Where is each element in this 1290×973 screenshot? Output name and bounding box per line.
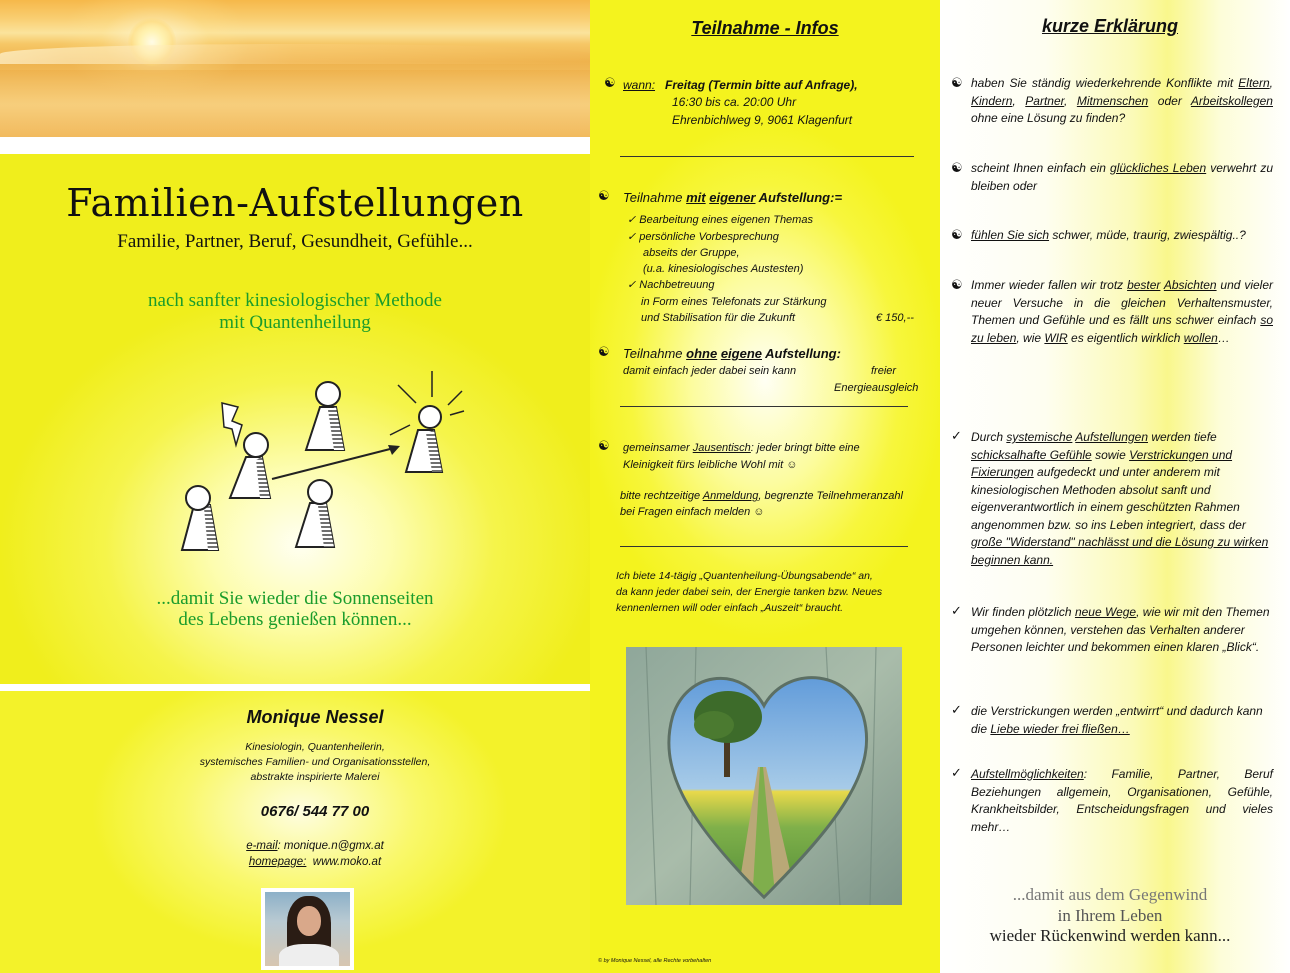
yin-yang-icon: ☯ <box>951 76 963 91</box>
copyright: © by Monique Nessel, alle Rechte vorbehalten <box>598 958 712 964</box>
practice-text: Ich biete 14-tägig „Quantenheilung-Übungsabende“ an, da kann jeder dabei sein, der Energie tanken bzw. Neues kennenlernen will oder einfach „Auszeit“ braucht. <box>616 570 883 614</box>
homepage-link[interactable]: www.moko.at <box>312 856 382 868</box>
check-icon: ✓ <box>951 604 962 619</box>
divider <box>620 546 908 547</box>
divider <box>620 156 914 157</box>
slogan-line: ...damit Sie wieder die Sonnenseiten <box>156 588 434 609</box>
method-text <box>0 290 590 334</box>
slogan-line: des Lebens genießen können... <box>178 609 412 630</box>
homepage-label: homepage: <box>248 856 307 868</box>
when-label: wann: <box>623 78 656 92</box>
method-line: nach sanfter kinesiologischer Methode <box>148 290 442 311</box>
without-price: freier <box>871 365 897 377</box>
explanation-paragraph: scheint Ihnen einfach ein glückliches Leben verwehrt zu bleiben oder <box>971 161 1273 193</box>
closing-line: in Ihrem Leben <box>1057 905 1163 925</box>
divider <box>0 137 590 154</box>
with-price: € 150,-- <box>876 312 914 324</box>
contact-roles <box>0 740 590 785</box>
when-place: Ehrenbichlweg 9, 9061 Klagenfurt <box>672 113 853 127</box>
yin-yang-icon: ☯ <box>598 439 610 454</box>
info-panel <box>590 0 940 973</box>
pawn-figure-icon <box>306 382 344 450</box>
yin-yang-icon: ☯ <box>951 228 963 243</box>
snack-text: Kleinigkeit fürs leibliche Wohl mit ☺ <box>623 459 798 471</box>
register-text: bitte rechtzeitige Anmeldung, begrenzte Teilnehmeranzahl <box>620 490 903 502</box>
explanation-paragraph: fühlen Sie sich schwer, müde, traurig, zwiespältig..? <box>971 228 1246 242</box>
role-line: Kinesiologin, Quantenheilerin, <box>245 741 385 753</box>
without-text: damit einfach jeder dabei sein kann <box>623 365 797 377</box>
email-label: e-mail <box>246 840 278 852</box>
pawn-figure-icon <box>296 480 334 547</box>
dune-shadow <box>0 70 590 137</box>
sunset-photo <box>0 0 590 137</box>
role-line: abstrakte inspirierte Malerei <box>250 771 380 783</box>
dune-highlight <box>0 44 590 64</box>
lightning-icon <box>222 403 242 445</box>
closing-line: ...damit aus dem Gegenwind <box>1012 885 1208 904</box>
pawn-figure-icon <box>406 406 442 472</box>
with-item: ✓ Bearbeitung eines eigenen Themas <box>627 214 813 226</box>
closing-text <box>940 885 1280 947</box>
explanation-paragraph: Aufstellmöglichkeiten: Familie, Partner, Beruf Beziehungen allgemein, Organisationen, Gefühle, Krankheitsbilder, Entscheidungsfragen und vieles mehr… <box>971 767 1273 834</box>
contact-name: Monique Nessel <box>246 707 384 727</box>
explanation-paragraph: die Verstrickungen werden „entwirrt“ und dadurch kann die Liebe wieder frei fließen… <box>971 704 1263 736</box>
explanation-paragraph: Immer wieder fallen wir trotz bester Absichten und vieler neuer Versuche in die gleichen Verhaltensmuster, Themen und Gefühle und es fällt uns schwer einfach so zu leben, wie WIR es eigentlich wirklich wollen… <box>971 278 1274 345</box>
yin-yang-icon: ☯ <box>951 161 963 176</box>
check-icon: ✓ <box>951 429 962 444</box>
explanation-paragraph: Durch systemische Aufstellungen werden tiefe schicksalhafte Gefühle sowie Verstrickungen und Fixierungen aufgedeckt und unter anderem mit kinesiologischen Methoden absolut sanft und eigenverantwortlich in einem geschützten Rahmen angenommen bzw. so ins Leben integriert, dass der große "Widerstand" nachlässt und die Lösung zu wirken beginnen kann. <box>971 430 1269 567</box>
yin-yang-icon: ☯ <box>951 278 963 293</box>
with-item: ✓ Nachbetreuung <box>627 279 715 291</box>
check-icon: ✓ <box>951 703 962 718</box>
explanation-paragraph: haben Sie ständig wiederkehrende Konflikte mit Eltern, Kindern, Partner, Mitmenschen oder Arbeitskollegen ohne eine Lösung zu finden? <box>971 76 1273 125</box>
without-price: Energieausgleich <box>834 382 919 394</box>
flyer-subtitle: Familie, Partner, Beruf, Gesundheit, Gefühle... <box>117 231 473 252</box>
yin-yang-icon: ☯ <box>604 76 616 91</box>
yin-yang-icon: ☯ <box>598 189 610 204</box>
explanation-paragraph: Wir finden plötzlich neue Wege, wie wir mit den Themen umgehen können, verstehen das Verhalten anderer Personen leichter und bekommen einen klaren „Blick“. <box>971 605 1270 654</box>
homepage-line <box>0 856 590 868</box>
divider <box>0 684 590 691</box>
slogan-text <box>0 588 590 630</box>
email-link[interactable]: monique.n@gmx.at <box>283 840 384 852</box>
with-item: (u.a. kinesiologisches Austesten) <box>643 263 804 275</box>
method-line: mit Quantenheilung <box>219 312 371 333</box>
check-icon: ✓ <box>951 766 962 781</box>
when-time: 16:30 bis ca. 20:00 Uhr <box>672 95 797 109</box>
explanation-title: kurze Erklärung <box>1041 16 1179 36</box>
constellation-figures-illustration <box>160 365 480 560</box>
with-item: ✓ persönliche Vorbesprechung <box>627 231 779 243</box>
with-item: und Stabilisation für die Zukunft <box>641 312 796 324</box>
role-line: systemisches Familien- und Organisationsstellen, <box>199 756 431 768</box>
snack-text: gemeinsamer Jausentisch: jeder bringt bitte eine <box>623 442 860 454</box>
closing-line: wieder Rückenwind werden kann... <box>989 926 1231 945</box>
divider <box>620 406 908 407</box>
flyer-title: Familien-Aufstellungen <box>66 181 524 225</box>
info-title: Teilnahme - Infos <box>691 18 839 38</box>
without-heading: Teilnahme ohne eigene Aufstellung: <box>623 346 841 361</box>
pawn-figure-icon <box>182 486 218 550</box>
email-line: e-mail: monique.n@gmx.at <box>246 840 384 852</box>
with-heading: Teilnahme mit eigener Aufstellung:= <box>623 190 843 205</box>
explanation-panel <box>940 0 1290 973</box>
when-day: Freitag <box>665 78 706 92</box>
when-note: (Termin bitte auf Anfrage), <box>708 78 858 92</box>
portrait-photo <box>261 888 354 970</box>
heart-window-photo <box>626 647 902 905</box>
when-block <box>623 77 858 94</box>
yin-yang-icon: ☯ <box>598 345 610 360</box>
contact-phone: 0676/ 544 77 00 <box>260 803 370 820</box>
register-text: bei Fragen einfach melden ☺ <box>620 506 765 518</box>
front-panel <box>0 0 590 973</box>
with-item: in Form eines Telefonats zur Stärkung <box>641 296 827 308</box>
with-item: abseits der Gruppe, <box>643 247 740 259</box>
